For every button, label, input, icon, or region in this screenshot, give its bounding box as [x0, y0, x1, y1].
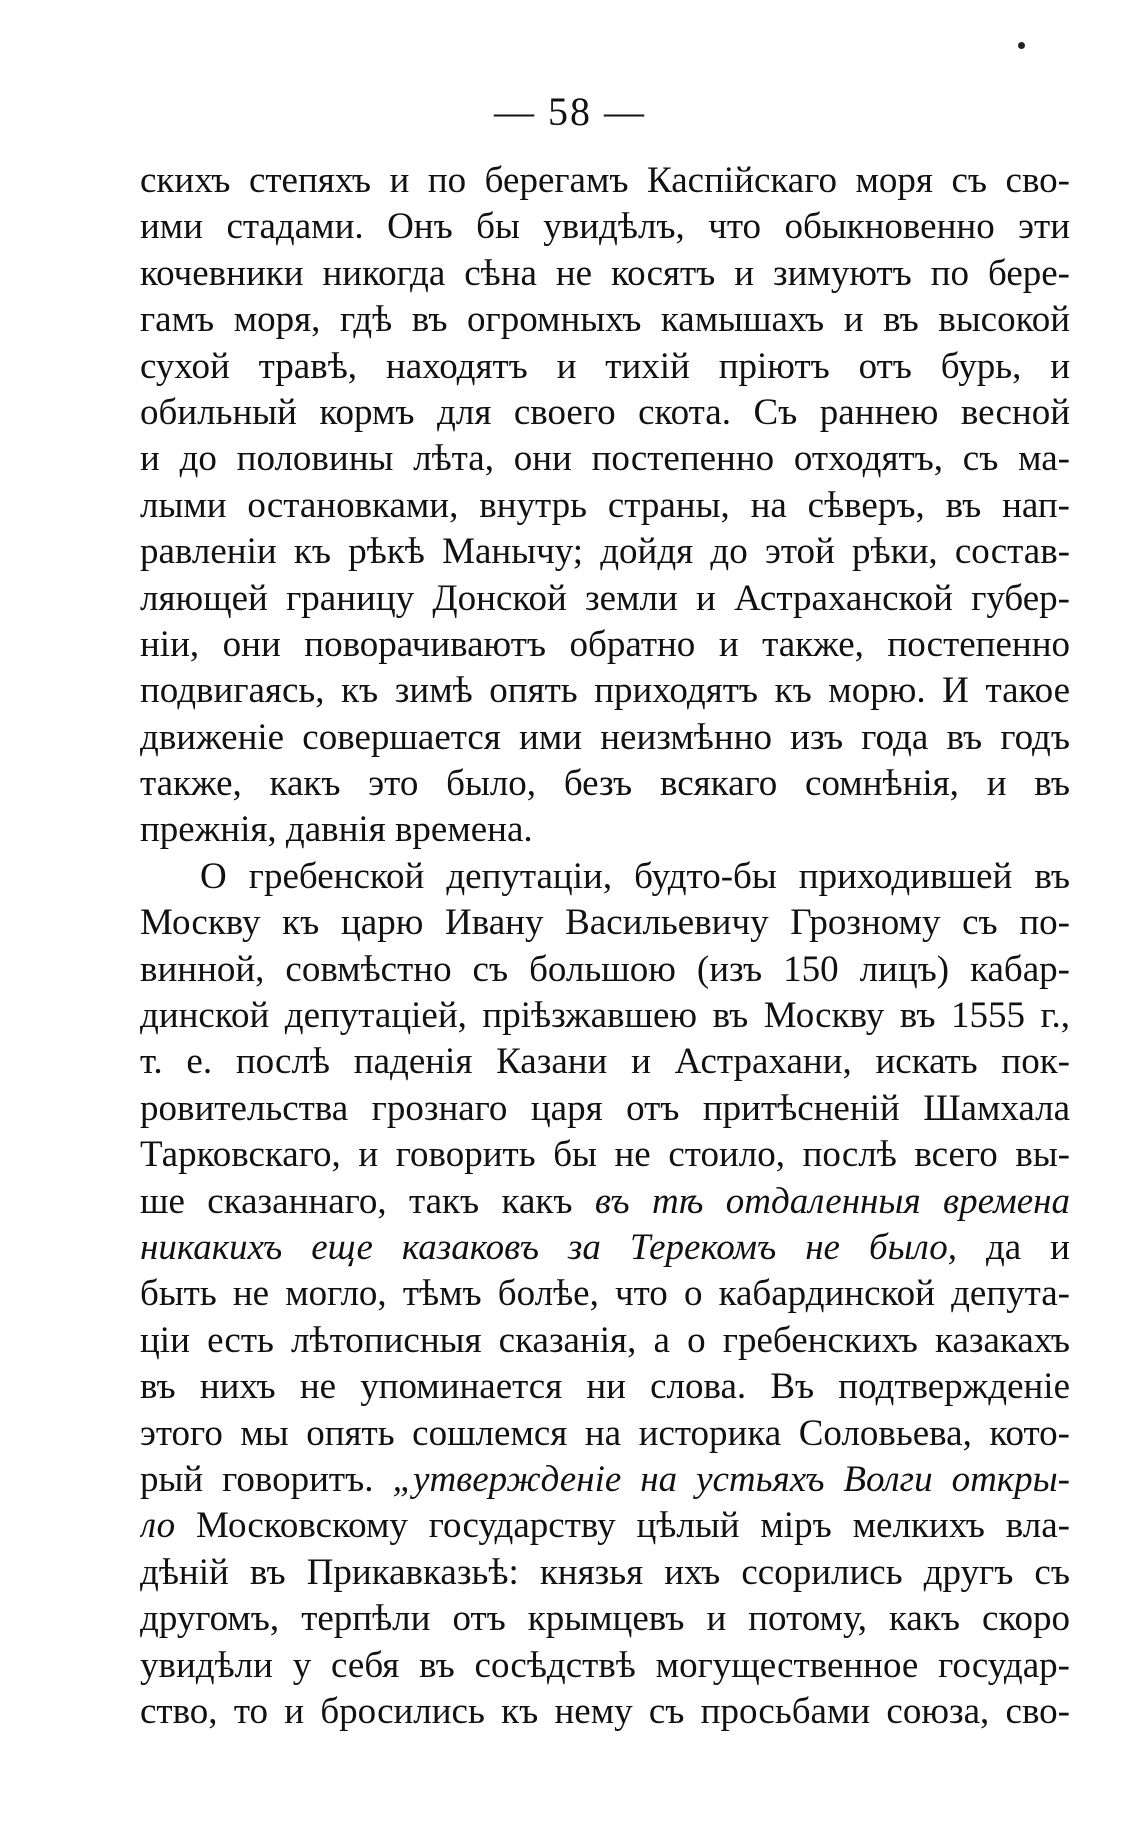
text-line: Тарковскаго, и говорить бы не стоило, послѣ всего вы- [140, 1134, 1070, 1176]
text-line [140, 1457, 1070, 1503]
text-line: быть не могло, тѣмъ болѣе, что о кабардинской депута- [140, 1273, 1070, 1315]
text-line: этого мы опять сошлемся на историка Соловьева, кото- [140, 1412, 1070, 1454]
italic-quotation: ло [140, 1505, 176, 1547]
text-line: обильный кормъ для своего скота. Съ раннею весной [140, 391, 1070, 433]
text-line: т. е. послѣ паденія Казани и Астрахани, искать пок- [140, 1041, 1070, 1083]
text-line: лыми остановками, внутрь страны, на сѣверъ, въ нап- [140, 484, 1070, 526]
text-line: сухой травѣ, находятъ и тихій пріютъ отъ бурь, и [140, 345, 1070, 387]
text-line: Москву къ царю Ивану Васильевичу Грозному съ по- [140, 902, 1070, 944]
italic-emphasis: въ тѣ отдаленныя времена [594, 1180, 1070, 1222]
paragraph-1 [140, 158, 1070, 854]
text-line: ими стадами. Онъ бы увидѣлъ, что обыкновенно эти [140, 206, 1070, 248]
text-line [140, 1179, 1070, 1225]
text-line: ровительства грознаго царя отъ притѣсненій Шамхала [140, 1087, 1070, 1129]
text-line: динской депутаціей, пріѣзжавшею въ Москву въ 1555 г., [140, 995, 1070, 1037]
text-line: дѣній въ Прикавказьѣ: князья ихъ ссорились другъ съ [140, 1551, 1070, 1593]
page-number: — 58 — [494, 89, 646, 134]
text-line: кочевники никогда сѣна не косятъ и зимуютъ по бере- [140, 252, 1070, 294]
text-segment: ше сказаннаго, такъ какъ [140, 1180, 595, 1222]
main-text [140, 158, 1070, 1735]
text-line: гамъ моря, гдѣ въ огромныхъ камышахъ и въ высокой [140, 299, 1070, 341]
text-line: прежнія, давнія времена. [140, 809, 533, 851]
text-line: въ нихъ не упоминается ни слова. Въ подтвержденіе [140, 1366, 1070, 1408]
italic-emphasis: никакихъ еще казаковъ за Терекомъ не было, [140, 1226, 957, 1268]
text-line: винной, совмѣстно съ большою (изъ 150 лицъ) кабар- [140, 948, 1070, 990]
text-segment: рый говоритъ. [140, 1458, 393, 1500]
text-line: ніи, они поворачиваютъ обратно и также, постепенно [140, 623, 1070, 665]
text-line: также, какъ это было, безъ всякаго сомнѣнія, и въ [140, 763, 1070, 805]
text-line: движеніе совершается ими неизмѣнно изъ года въ годъ [140, 716, 1070, 758]
text-line [140, 1225, 1070, 1271]
text-line: увидѣли у себя въ сосѣдствѣ могущественное государ- [140, 1644, 1070, 1686]
italic-quotation: „утвержденіе на устьяхъ Волги откры- [392, 1458, 1070, 1500]
paragraph-2 [140, 854, 1070, 1735]
text-segment: Московскому государству цѣлый міръ мелкихъ вла- [175, 1505, 1070, 1547]
text-line: О гребенской депутаціи, будто-бы приходившей въ [200, 855, 1070, 897]
text-line: другомъ, терпѣли отъ крымцевъ и потому, какъ скоро [140, 1598, 1070, 1640]
text-segment: да и [956, 1226, 1070, 1268]
text-line: ство, то и бросились къ нему съ просьбами союза, сво- [140, 1690, 1070, 1732]
text-line: ляющей границу Донской земли и Астраханской губер- [140, 577, 1070, 619]
text-line: и до половины лѣта, они постепенно отходятъ, съ ма- [140, 438, 1070, 480]
text-line: подвигаясь, къ зимѣ опять приходятъ къ морю. И такое [140, 670, 1070, 712]
ink-speck [1018, 42, 1025, 49]
text-line: скихъ степяхъ и по берегамъ Каспійскаго моря съ сво- [140, 160, 1070, 201]
text-line: ціи есть лѣтописныя сказанія, а о гребенскихъ казакахъ [140, 1319, 1070, 1361]
text-line [140, 1503, 1070, 1549]
text-line: равленіи къ рѣкѣ Манычу; дойдя до этой рѣки, состав- [140, 531, 1070, 573]
